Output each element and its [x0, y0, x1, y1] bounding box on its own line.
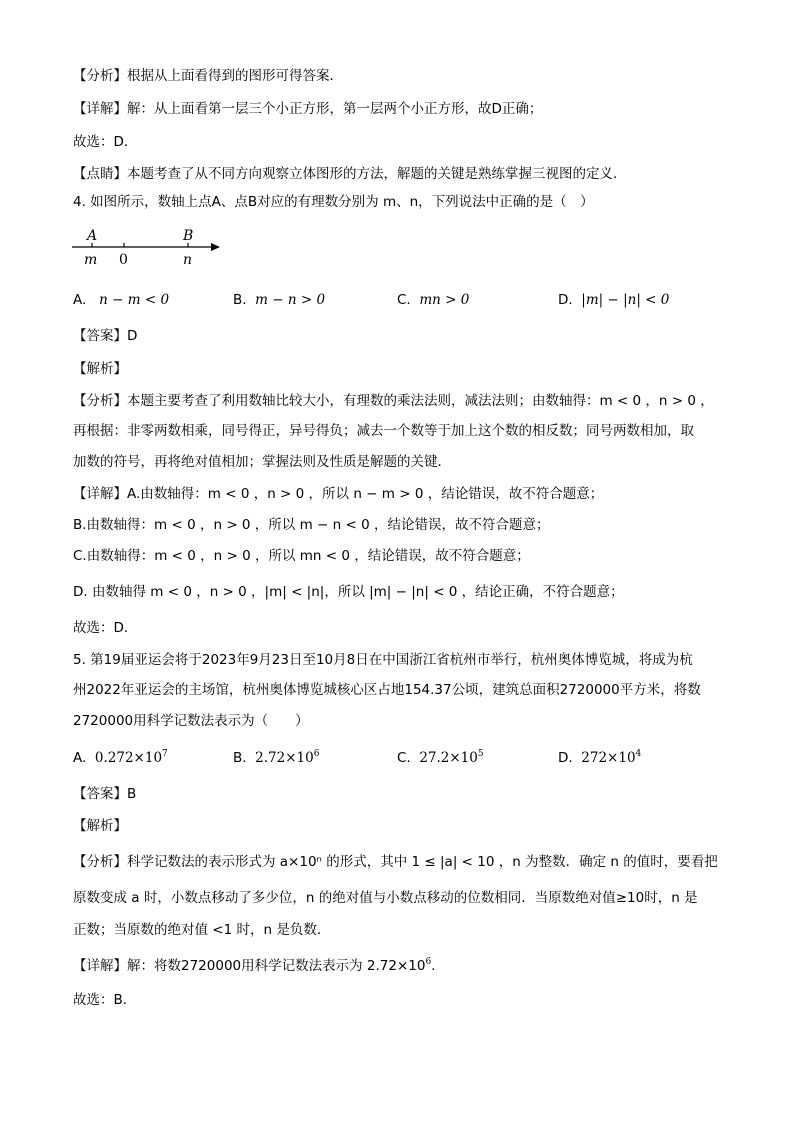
q5-stem-line2: 州2022年亚运会的主场馆，杭州奥体博览城核心区占地154.37公顷，建筑总面积2720000平方米，将数: [73, 682, 701, 698]
q5-jiexi-heading: 【解析】: [73, 818, 127, 834]
q5-analysis-line1: 【分析】科学记数法的表示形式为 a×10ⁿ 的形式，其中 1 ≤ |a| < 10 ，n 为整数．确定 n 的值时，要看把: [73, 854, 718, 870]
q4-stem: 4. 如图所示，数轴上点A、点B对应的有理数分别为 m、n，下列说法中正确的是（ ）: [73, 194, 594, 210]
q4-option-b: B. m − n > 0: [233, 292, 326, 308]
q5-detail: 【详解】解：将数2720000用科学记数法表示为 $2.72\times 10^6$．: [73, 957, 445, 974]
q5-answer: 【答案】B: [73, 786, 137, 802]
point-a-value: m: [84, 252, 98, 268]
q4-jiexi-heading: 【解析】: [73, 361, 127, 377]
zero-label: 0: [119, 252, 128, 268]
point-a-label: A: [87, 228, 98, 244]
q4-option-d: D. |m| − |n| < 0: [558, 292, 670, 308]
q5-option-b: B. $2.72\times 10^6$: [233, 749, 320, 766]
number-line: [70, 226, 230, 272]
point-b-label: B: [183, 228, 194, 244]
q4-choose: 故选：D．: [73, 620, 138, 636]
q5-option-a: A. $0.272\times 10^7$: [73, 749, 168, 766]
q5-analysis-line2: 原数变成 a 时，小数点移动了多少位，n 的绝对值与小数点移动的位数相同．当原数绝对值≥10时，n 是: [73, 890, 698, 906]
q3-choose: 故选：D．: [73, 134, 138, 150]
q4-option-a: A. n − m < 0: [73, 292, 170, 308]
q5-analysis-line3: 正数；当原数的绝对值 <1 时，n 是负数．: [73, 922, 331, 938]
q4-detail-d: D. 由数轴得 m < 0 ，n > 0 ，|m| < |n|，所以 |m| − |n| < 0 ，结论正确，不符合题意；: [73, 584, 624, 600]
q4-analysis-line3: 加数的符号，再将绝对值相加；掌握法则及性质是解题的关键．: [73, 454, 451, 470]
q4-analysis-line2: 再根据：非零两数相乘，同号得正，异号得负；减去一个数等于加上这个数的相反数；同号两数相加，取: [73, 423, 694, 439]
q5-option-d: D. $272\times 10^4$: [558, 749, 642, 766]
q5-choose: 故选：B．: [73, 992, 137, 1008]
q4-detail-b: B.由数轴得：m < 0 ，n > 0 ，所以 m − n < 0 ，结论错误，故不符合题意；: [73, 517, 550, 533]
q4-analysis-line1: 【分析】本题主要考查了利用数轴比较大小，有理数的乘法法则，减法法则；由数轴得：m < 0 ，n > 0 ，: [73, 393, 714, 409]
q3-detail: 【详解】解：从上面看第一层三个小正方形，第一层两个小正方形，故D正确；: [73, 101, 543, 117]
q3-comment: 【点睛】本题考查了从不同方向观察立体图形的方法，解题的关键是熟练掌握三视图的定义．: [73, 166, 627, 182]
q4-answer: 【答案】D: [73, 328, 138, 344]
q3-analysis: 【分析】根据从上面看得到的图形可得答案．: [73, 68, 343, 84]
q4-option-c: C. mn > 0: [397, 292, 470, 308]
q4-detail-c: C.由数轴得：m < 0 ，n > 0 ，所以 mn < 0 ，结论错误，故不符合题意；: [73, 548, 530, 564]
q5-stem-line3: 2720000用科学记数法表示为（ ）: [73, 713, 309, 729]
point-b-value: n: [183, 252, 193, 268]
q4-detail-a: 【详解】A.由数轴得：m < 0 ，n > 0 ，所以 n − m > 0 ，结论错误，故不符合题意；: [73, 486, 604, 502]
q5-option-c: C. $27.2\times 10^5$: [397, 749, 484, 766]
q5-stem-line1: 5. 第19届亚运会将于2023年9月23日至10月8日在中国浙江省杭州市举行，杭州奥体博览城，将成为杭: [73, 652, 693, 668]
